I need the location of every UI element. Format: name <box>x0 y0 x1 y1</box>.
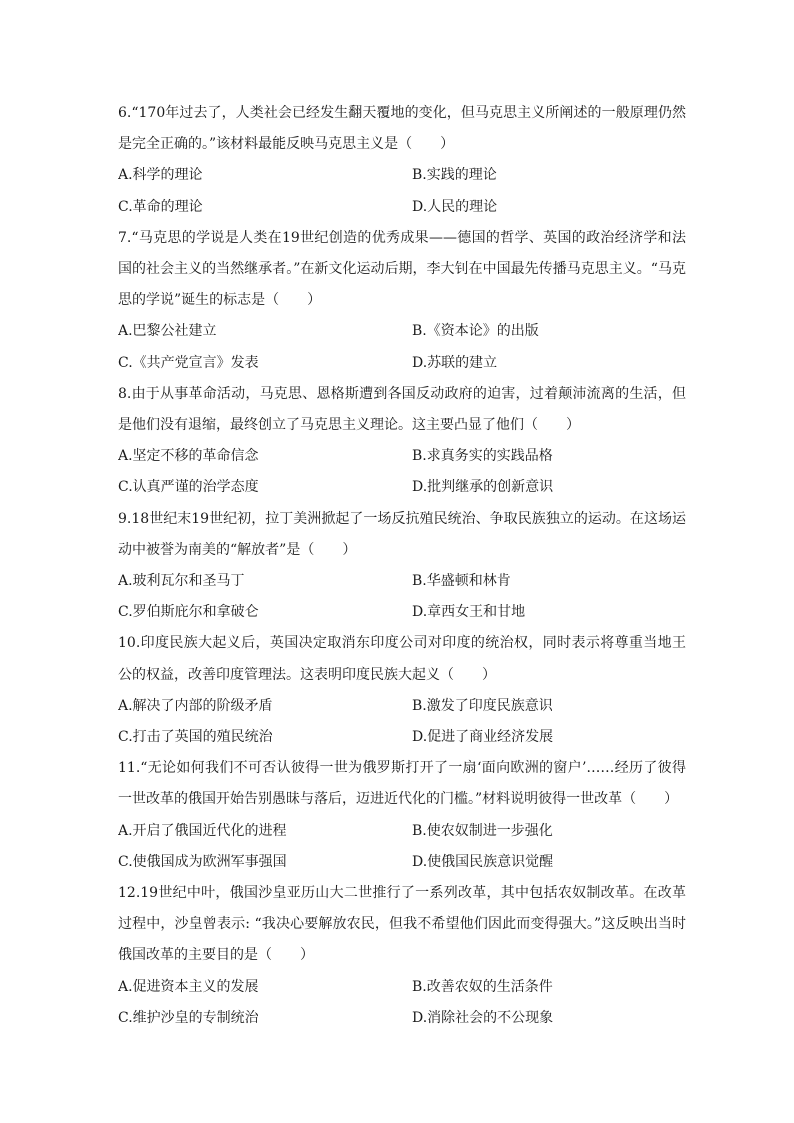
option-grid <box>118 566 686 628</box>
option-d: D.苏联的建立 <box>412 354 498 371</box>
question-stem: 10.印度民族大起义后，英国决定取消东印度公司对印度的统治权，同时表示将尊重当地王公的权益，改善印度管理法。这表明印度民族大起义（ ） <box>118 635 686 683</box>
option-d: D.人民的理论 <box>412 198 498 215</box>
option-d: D.促进了商业经济发展 <box>412 729 554 746</box>
question-stem: 11.“无论如何我们不可否认彼得一世为俄罗斯打开了一扇‘面向欧洲的窗户’……经历了彼得一世改革的俄国开始告别愚昧与落后，迈进近代化的门槛。”材料说明彼得一世改革（ ） <box>118 760 686 808</box>
option-b: B.激发了印度民族意识 <box>412 697 553 714</box>
option-b: B.使农奴制进一步强化 <box>412 822 553 839</box>
question-6 <box>118 98 686 223</box>
question-stem: 9.18世纪末19世纪初，拉丁美洲掀起了一场反抗殖民统治、争取民族独立的运动。在这场运动中被誉为南美的“解放者”是（ ） <box>118 510 686 558</box>
question-10 <box>118 628 686 753</box>
option-a: A.坚定不移的革命信念 <box>118 448 259 465</box>
option-b: B.实践的理论 <box>412 167 497 184</box>
option-b: B.《资本论》的出版 <box>412 323 539 340</box>
option-grid <box>118 316 686 378</box>
option-a: A.解决了内部的阶级矛盾 <box>118 697 273 714</box>
option-grid <box>118 972 686 1034</box>
option-grid <box>118 160 686 222</box>
option-grid <box>118 816 686 878</box>
question-11 <box>118 753 686 878</box>
option-c: C.认真严谨的治学态度 <box>118 479 259 496</box>
question-7 <box>118 223 686 379</box>
question-stem: 6.“170年过去了，人类社会已经发生翻天覆地的变化，但马克思主义所阐述的一般原理仍然是完全正确的。”该材料最能反映马克思主义是（ ） <box>118 105 686 153</box>
option-c: C.《共产党宣言》发表 <box>118 354 259 371</box>
option-b: B.求真务实的实践品格 <box>412 448 553 465</box>
option-d: D.消除社会的不公现象 <box>412 1009 554 1026</box>
question-stem: 8.由于从事革命活动，马克思、恩格斯遭到各国反动政府的迫害，过着颠沛流离的生活，但是他们没有退缩，最终创立了马克思主义理论。这主要凸显了他们（ ） <box>118 385 686 434</box>
option-b: B.华盛顿和林肯 <box>412 573 511 590</box>
option-b: B.改善农奴的生活条件 <box>412 978 553 995</box>
option-d: D.批判继承的创新意识 <box>412 479 554 496</box>
question-8 <box>118 379 686 504</box>
option-grid <box>118 441 686 503</box>
option-c: C.革命的理论 <box>118 198 203 215</box>
option-c: C.使俄国成为欧洲军事强国 <box>118 853 287 870</box>
option-c: C.维护沙皇的专制统治 <box>118 1009 259 1026</box>
option-d: D.章西女王和甘地 <box>412 604 526 621</box>
option-a: A.巴黎公社建立 <box>118 323 217 340</box>
option-c: C.打击了英国的殖民统治 <box>118 729 273 746</box>
question-list <box>118 98 686 1034</box>
question-12 <box>118 878 686 1034</box>
option-c: C.罗伯斯庇尔和拿破仑 <box>118 604 259 621</box>
question-stem: 7.“马克思的学说是人类在19世纪创造的优秀成果——德国的哲学、英国的政治经济学和法国的社会主义的当然继承者。”在新文化运动后期，李大钊在中国最先传播马克思主义。“马克思的学说”诞生的标志是（ ） <box>118 229 686 309</box>
question-9 <box>118 504 686 629</box>
option-a: A.开启了俄国近代化的进程 <box>118 822 287 839</box>
option-a: A.促进资本主义的发展 <box>118 978 259 995</box>
option-grid <box>118 691 686 753</box>
question-stem: 12.19世纪中叶，俄国沙皇亚历山大二世推行了一系列改革，其中包括农奴制改革。在改革过程中，沙皇曾表示: “我决心要解放农民，但我不希望他们因此而变得强大。”这反映出当时俄国改革的主要目的是（ ） <box>118 885 686 964</box>
option-a: A.玻利瓦尔和圣马丁 <box>118 573 245 590</box>
option-d: D.使俄国民族意识觉醒 <box>412 853 554 870</box>
option-a: A.科学的理论 <box>118 167 203 184</box>
